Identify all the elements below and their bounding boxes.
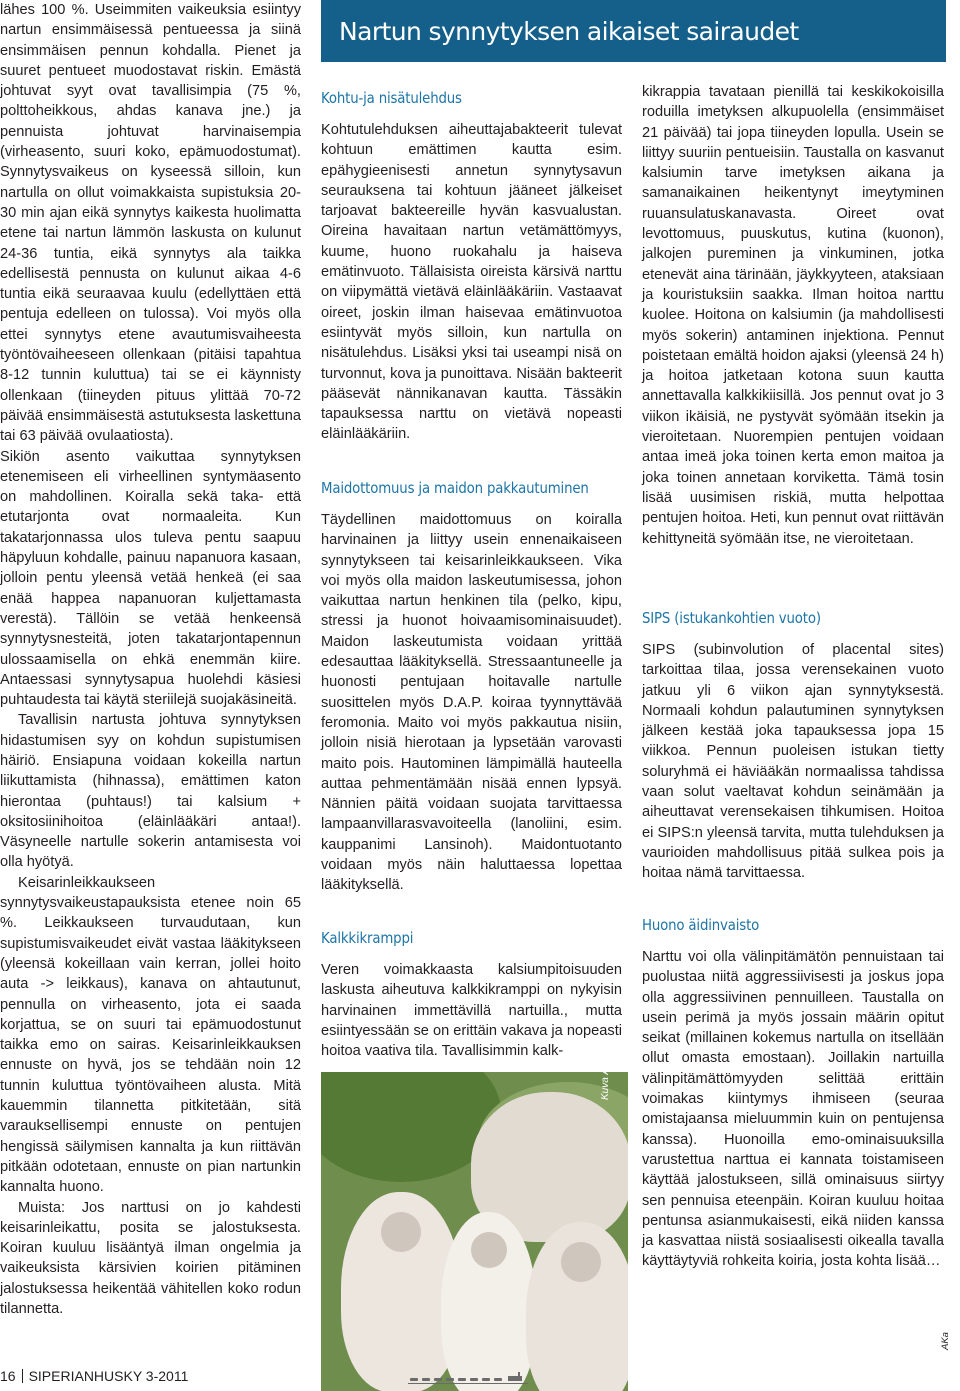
- paragraph: Tavallisin nartusta johtuva synnytyksen hidastumisen syy on kohdun supistumisen häiriö. Ensiapuna voidaan kokeilla nartun liikuttamista (hihnassa), emättimen katon hierontaa (puhtaus!) tai kalsium + oksitosiinihoitoa (eläinlääkäri antaa!). Väsyneelle nartulle sokerin antamisesta voi olla hyötyä.: [0, 712, 301, 871]
- column-2: [321, 120, 622, 445]
- column-2-kalkkikramppi: [321, 960, 622, 1061]
- column-3-aidinvaisto: [642, 947, 944, 1272]
- section-text-kohtu: Kohtutulehduksen aiheuttajabakteerit tulevat kohtuun emättimen kautta esim. epähygieenisesti annetun synnytysavun seurauksena tai kohtuun jääneet jälkeiset tarjoavat bakteereille hyvän kasvualustan. Oireina havaitaan nartun vetämättömyys, kuume, huono ruokahalu ja haiseva emätinvuoto. Tällaisista oireista kärsivä narttu on viipymättä vietävä eläinlääkäriin. Vastaavat oireet, joskin ilman haisevaa emätinvuotoa esiintyvät myös silloin, kun nartulla on nisätulehdus. Lisäksi yksi tai useampi nisä on turvonnut, kova ja punoittava. Nisään bakteerit pääsevät nännikanavan kautta. Tässäkin tapauksessa narttu on vietävä nopeasti eläinlääkäriin.: [321, 122, 622, 443]
- page-footer: [0, 1368, 188, 1384]
- puppies-photo: [321, 1072, 628, 1391]
- column-1: [0, 0, 301, 1319]
- magazine-name: SIPERIANHUSKY 3-2011: [28, 1368, 189, 1384]
- section-heading-sips: SIPS (istukankohtien vuoto): [642, 609, 821, 627]
- section-text-sips: SIPS (subinvolution of placental sites) tarkoittaa tilaa, jossa verensekainen vuoto jatkuu yli 6 viikon ajan synnytyksestä. Normaali kohdun palautuminen synnytyksen jälkeen kestää joka tapauksessa jopa 15 viikkoa. Pennun puoleisen istukan tietty soluryhmä ei häviääkän normaalissa tahdissa vaan solut vaeltavat kohdun seinämään ja aiheuttavat verensekaisen tihkumisen. Hoitoa ei SIPS:n yleensä tarvita, mutta tulehduksen ja vaurioiden mahdollisuus pitää sulkea pois ja hoitaa nämä tarvittaessa.: [642, 642, 944, 882]
- section-heading-aidinvaisto: Huono äidinvaisto: [642, 916, 760, 934]
- page-number: 16: [0, 1368, 16, 1384]
- paragraph: Sikiön asento vaikuttaa synnytyksen etenemiseen eli virheellinen syntymäasento on mahdollinen. Koiralla sekä taka- että etutarjonta ovat normaaleita. Kun takatarjonnassa ulos tuleva pentu saapuu häpyluun kohdalle, painuu napanuora kasaan, jolloin pentu yleensä vetää henkeä (ei saa enää happea napanuoran kuljettamasta verestä). Tällöin se vetää henkeensä synnytysnesteitä, joten takatarjontapennun ulossaamisella on ehkä enemmän kiire. Antaessasi synnytysapua huolehdi käsiesi puhtaudesta tai käytä steriilejä suojakäsineitä.: [0, 448, 301, 709]
- column-3: [642, 82, 944, 549]
- photo-credit: Kuva AKa: [600, 1055, 611, 1100]
- section-text-aidinvaisto: Narttu voi olla välinpitämätön pennuistaan tai puolustaa niitä aggressiivisesti ja joskus jopa olla aggressiivinen pennuilleen. Taustalla on usein perimä ja myös jossain määrin opitut seikat (millainen kokemus nartulla on itsellään ollut omasta emostaan). Joillakin nartuilla välinpitämättömyyden selittää erittäin voimakas kiintymys ihmiseen (seuraa omistajaansa mieluummin kuin on pentujensa kanssa). Huonoilla emo-ominaisuuksilla varustettua narttua ei kannata toistamiseen käyttää jalostukseen, sillä ominaisuus siirtyy sen pennuisa eteenpäin. Koiran kuuluu hoitaa pentunsa asianmukaisesti, eikä niiden kanssa ja kasvattaa niistä sosiaalisesti oikealla tavalla käyttäytyviä rohkeita koiria, josta kohta lisää…: [642, 949, 944, 1270]
- paragraph: Muista: Jos narttusi on jo kahdesti keisarinleikattu, posita se jalostuksesta. Koiran kuuluu lisääntyä ilman ongelmia ja vaikeuksista kärsivien koirien pitäminen jalostuksessa heikentää vähitellen koko rodun tilannetta.: [0, 1199, 301, 1317]
- column-2-maidottomuus: [321, 510, 622, 896]
- paragraph: Keisarinleikkaukseen synnytysvaikeustapauksista etenee noin 65 %. Leikkaukseen turvaudutaan, kun supistumisvaikeudet eivät vastaa lääkitykseen (yleensä kokeillaan vain kerran, jollei hoito auta -> leikkaus), kanava on ahtautunut, pennulla on virheasento, jota ei saada korjattua, se on suuri tai epämuodostunut taikka emo on sairas. Keisarinleikkauksen ennuste on hyvä, jos se tehdään noin 12 tunnin kuluttua työntövaiheen alusta. Mitä kauemmin tilannetta pitkitetään, sitä varauksellisempi ennuste on pentujen hengissä säilymisen kannalta ja kun riittävän pitkään odotetaan, ennuste on pian nartunkin kannalta huono.: [0, 874, 301, 1196]
- paragraph: lähes 100 %. Useimmiten vaikeuksia esiintyy nartun ensimmäisessä pentueessa ja siinä ensimmäisen pennun kohdalla. Pienet ja suuret pentueet muodostavat riskin. Emästä johtuvat syyt ovat tavallisimpia (75 %, polttoheikkous, ahdas kanava jne.) ja pennuista johtuvat harvinaisempia (virheasento, suuri koko, epämuodostumat). Synnytysvaikeus on kyseessä silloin, kun nartulla on ollut voimakkaista supistuksia 20-30 min ajan eikä synnytys kaikesta huolimatta etene tai nartun lämmön laskusta on kulunut 24-36 tuntia, eikä synnytys ala taikka edellisestä pennusta on kulunut aikaa 4-6 tuntia eikä seuraavaa kuulu (edellyttäen että pentuja edelleen on tulossa). Voi myös olla ettei synnytys etene avautumisvaiheesta työntövaiheeseen ollenkaan (pitäisi tapahtua 8-12 tunnin kuluttua) tai se ei käynnisty ollenkaan (tiineyden pituus ylittää 70-72 päivää ensimmäisestä astutuksesta laskettuna tai 63 päivää ovulaatiosta).: [0, 2, 301, 445]
- page-title: Nartun synnytyksen aikaiset sairaudet: [321, 0, 946, 62]
- section-text-maidottomuus: Täydellinen maidottomuus on koiralla harvinainen ja liittyy usein ennenaikaiseen synnytykseen tai keisarinleikkaukseen. Vika voi myös olla maidon laskeutumisessa, johon vaikuttaa nartun henkinen tila (pelko, kipu, stressi ja huonot hoivaamisominaisuudet). Maidon laskeutumista voidaan yrittää edesauttaa lääkityksellä. Stressaantuneelle ja huonosti pentujaan hoitavalle nartulle suosittelen myös D.A.P. koiraa tyynnyttävää feromonia. Maito voi myös pakkautua nisiin, jolloin nisiä hierotaan ja lypsetään varovasti maito pois. Hautominen lämpimällä hauteella auttaa pehmentämään nisää ennen lypsyä. Nännien päitä voidaan suojata tarvittaessa lampaanvillarasvavoiteella (lanoliini, esim. kauppanimi Lansinoh). Maidontuotanto voidaan myös näin haluttaessa lopettaa lääkityksellä.: [321, 512, 622, 894]
- section-heading-kalkkikramppi: Kalkkikramppi: [321, 929, 414, 947]
- section-heading-kohtu: Kohtu-ja nisätulehdus: [321, 89, 462, 107]
- section-text-kalkkikramppi: Veren voimakkaasta kalsiumpitoisuuden laskusta aiheutuva kalkkikramppi on nykyisin harvinainen immettävillä nartuilla., mutta esiintyessään se on erittäin vakava ja nopeasti hoitoa vaativa tila. Tavallisimmin kalk-: [321, 962, 622, 1060]
- author-mark: AKa: [940, 1332, 951, 1350]
- dogsled-icon: [408, 1372, 528, 1386]
- paragraph: kikrappia tavataan pienillä tai keskikokoisilla roduilla imetyksen alkupuolella (ensimmäiset 21 päivää) tai jopa tiineyden lopulla. Usein se liittyy suuriin pentueisiin. Taustalla on kasvanut kalsiumin tarve imetyksen aikana ja samanaikainen heikentynyt imeytyminen ruuansulatuskanavasta. Oireet ovat levottomuus, puuskutus, kutina (kuonon), jalkojen pureminen ja vinkuminen, jotka etenevät aina tärinään, jäykkyyteen, ataksiaan ja kouristuksiin saakka. Ilman hoitoa narttu kuolee. Hoitona on kalsiumin (ja mahdollisesti myös sokerin) antaminen injektiona. Pennut poistetaan emältä hoidon ajaksi (yleensä 24 h) ja hoitoa jatketaan kotona suun kautta annettavalla kalkkikiisillä. Jos pennut ovat jo 3 viikon ikäisiä, ne pystyvät syömään itsekin ja vieroitetaan. Nuorempien pentujen voidaan antaa imeä joka toinen kerta emon maitoa ja joka toinen annetaan korviketta. Tämä tosin lisää uusimisen riskiä, mutta helpottaa pentujen hoitoa. Heti, kun pennut ovat riittävän kehittyneitä syömään itse, ne vieroitetaan.: [642, 84, 944, 547]
- column-3-sips: [642, 640, 944, 884]
- section-heading-maidottomuus: Maidottomuus ja maidon pakkautuminen: [321, 479, 589, 497]
